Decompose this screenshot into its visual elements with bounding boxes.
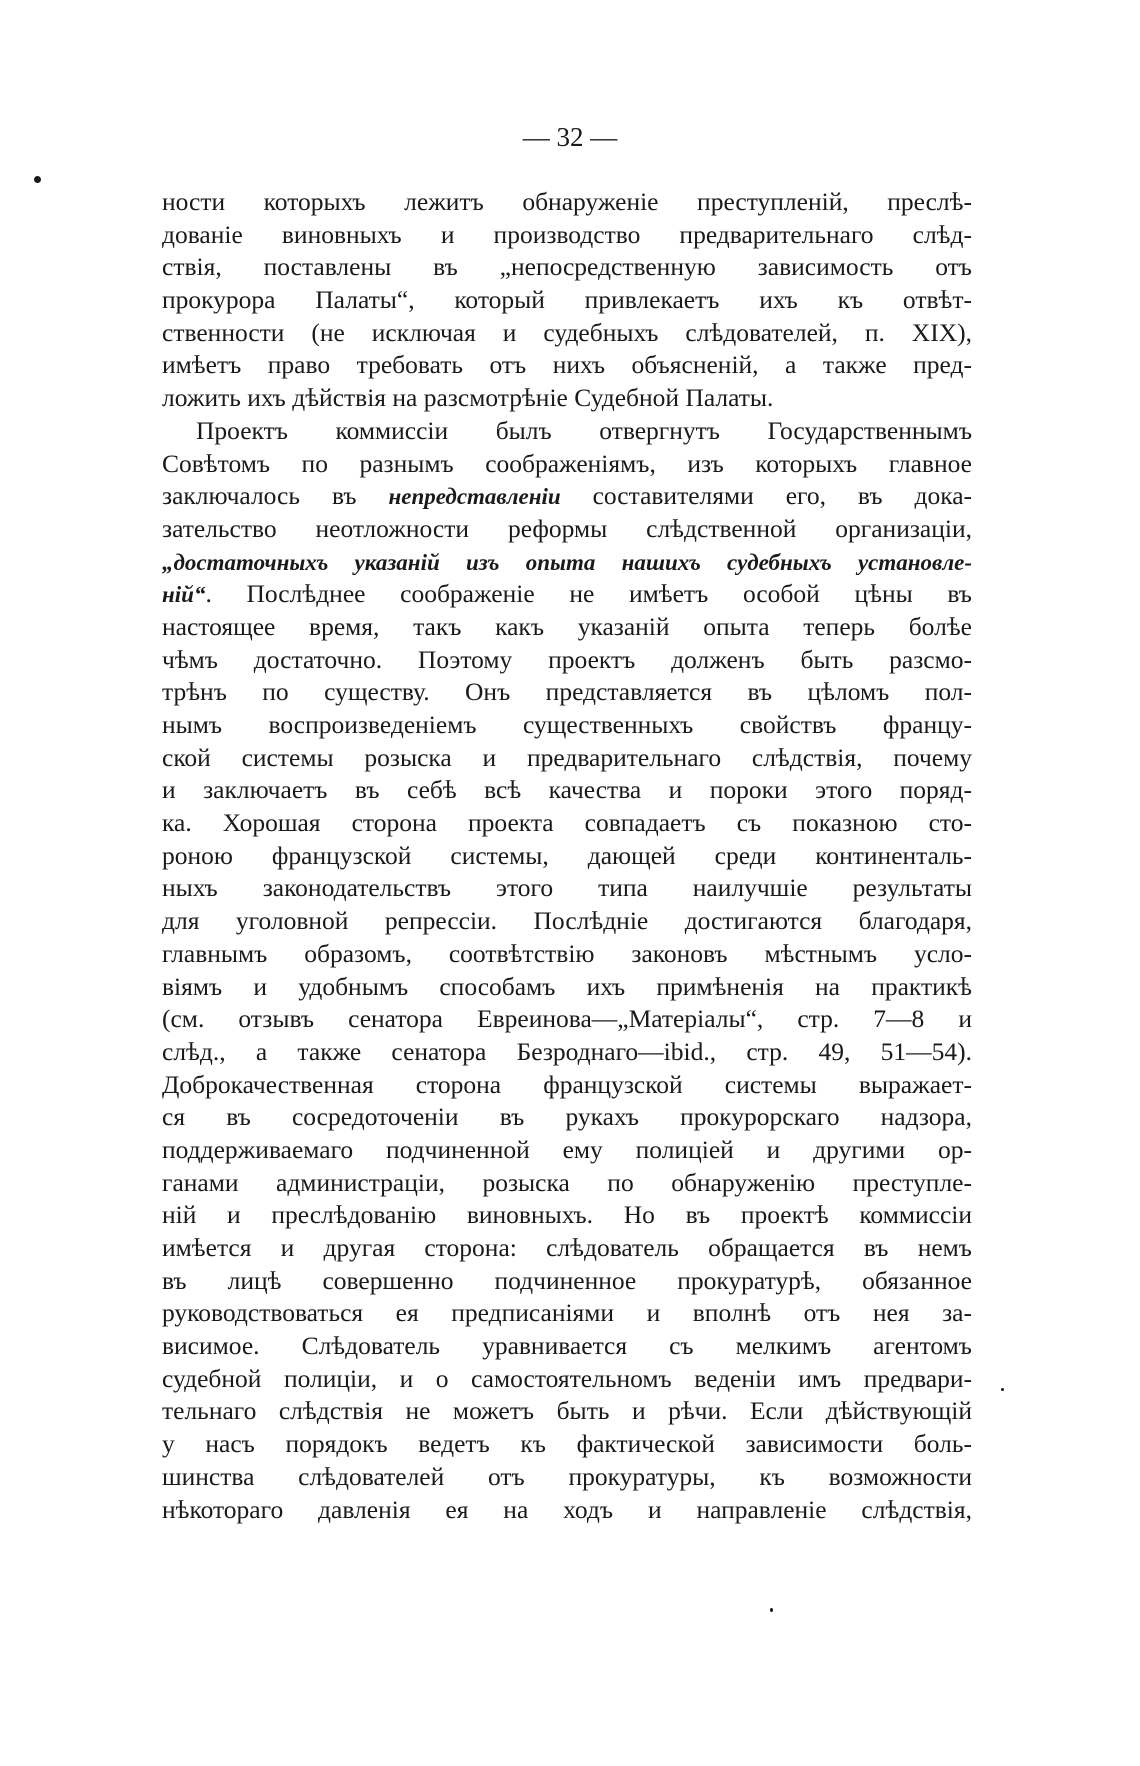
text-line: ганами администраціи, розыска по обнаруженію преступле-: [162, 1167, 972, 1197]
text-fragment: . Послѣднее соображеніе не имѣетъ особой цѣны въ: [205, 579, 972, 609]
text-line: ній и преслѣдованію виновныхъ. Но въ проектѣ коммиссіи: [162, 1200, 972, 1230]
italic-quotation: ній“: [162, 582, 206, 608]
text-line: [162, 480, 972, 513]
text-line: чѣмъ достаточно. Поэтому проектъ долженъ быть разсмо-: [162, 644, 972, 674]
margin-speck: [770, 1608, 773, 1612]
text-line: ся въ сосредоточеніи въ рукахъ прокурорскаго надзора,: [162, 1102, 972, 1132]
text-line: для уголовной репрессіи. Послѣдніе достигаются благодаря,: [162, 906, 972, 936]
text-line: у насъ порядокъ ведетъ къ фактической зависимости боль-: [162, 1429, 972, 1459]
text-line: [162, 546, 972, 579]
text-line: Проектъ коммиссіи былъ отвергнутъ Государственнымъ: [196, 415, 972, 445]
text-line: въ лицѣ совершенно подчиненное прокуратурѣ, обязанное: [162, 1265, 972, 1295]
text-line: ложить ихъ дѣйствія на разсмотрѣніе Судебной Палаты.: [162, 383, 774, 413]
text-line: слѣд., а также сенатора Безроднаго—ibid., стр. 49, 51—54).: [162, 1036, 972, 1066]
text-line: трѣнъ по существу. Онъ представляется въ цѣломъ пол-: [162, 677, 972, 707]
text-line: шинства слѣдователей отъ прокуратуры, къ возможности: [162, 1461, 972, 1491]
text-line: имѣетъ право требовать отъ нихъ объясненій, а также пред-: [162, 350, 972, 380]
text-line: Совѣтомъ по разнымъ соображеніямъ, изъ которыхъ главное: [162, 448, 972, 478]
text-line: ности которыхъ лежитъ обнаруженіе преступленій, преслѣ-: [162, 187, 972, 216]
margin-speck: [34, 176, 41, 183]
text-line: ствія, поставлены въ „непосредственную зависимость отъ: [162, 252, 972, 282]
text-line: (см. отзывъ сенатора Евреинова—„Матеріалы“, стр. 7—8 и: [162, 1004, 972, 1034]
body-text: [162, 186, 972, 1526]
text-line: имѣется и другая сторона: слѣдователь обращается въ немъ: [162, 1233, 972, 1262]
text-line: ской системы розыска и предварительнаго слѣдствія, почему: [162, 742, 972, 772]
text-line: нѣкотораго давленія ея на ходъ и направленіе слѣдствія,: [162, 1494, 972, 1524]
text-line: Доброкачественная сторона французской системы выражает-: [162, 1069, 972, 1099]
text-line: дованіе виновныхъ и производство предварительнаго слѣд-: [162, 219, 972, 249]
text-line: [162, 578, 972, 611]
text-line: тельнаго слѣдствія не можетъ быть и рѣчи. Если дѣйствующій: [162, 1396, 972, 1426]
italic-emphasis: непредставленіи: [388, 484, 561, 510]
text-line: нымъ воспроизведеніемъ существенныхъ свойствъ францу-: [162, 710, 972, 739]
text-line: главнымъ образомъ, соотвѣтствію законовъ мѣстнымъ усло-: [162, 938, 972, 968]
text-line: зательство неотложности реформы слѣдственной организаціи,: [162, 513, 972, 543]
margin-speck: [1001, 1388, 1004, 1391]
text-line: віямъ и удобнымъ способамъ ихъ примѣненія на практикѣ: [162, 971, 972, 1001]
text-line: настоящее время, такъ какъ указаній опыта теперь болѣе: [162, 611, 972, 641]
text-line: судебной полиціи, и о самостоятельномъ веденіи имъ предвари-: [162, 1363, 972, 1393]
text-fragment: составителями его, въ дока-: [560, 481, 972, 511]
page-number: — 32 —: [522, 122, 618, 152]
text-line: и заключаетъ въ себѣ всѣ качества и пороки этого поряд-: [162, 775, 972, 805]
text-line: поддерживаемаго подчиненной ему полиціей и другими ор-: [162, 1134, 972, 1164]
italic-quotation: „достаточныхъ указаній изъ опыта нашихъ судебныхъ установле-: [162, 549, 972, 575]
text-line: висимое. Слѣдователь уравнивается съ мелкимъ агентомъ: [162, 1331, 972, 1361]
text-line: ственности (не исключая и судебныхъ слѣдователей, п. XIX),: [162, 317, 972, 347]
text-line: ка. Хорошая сторона проекта совпадаетъ съ показною сто-: [162, 808, 972, 838]
text-line: прокурора Палаты“, который привлекаетъ ихъ къ отвѣт-: [162, 285, 972, 315]
text-line: руководствоваться ея предписаніями и вполнѣ отъ нея за-: [162, 1298, 972, 1328]
text-fragment: заключалось въ: [162, 481, 389, 511]
text-line: роною французской системы, дающей среди континенталь-: [162, 840, 972, 870]
text-line: ныхъ законодательствъ этого типа наилучшіе результаты: [162, 873, 972, 903]
